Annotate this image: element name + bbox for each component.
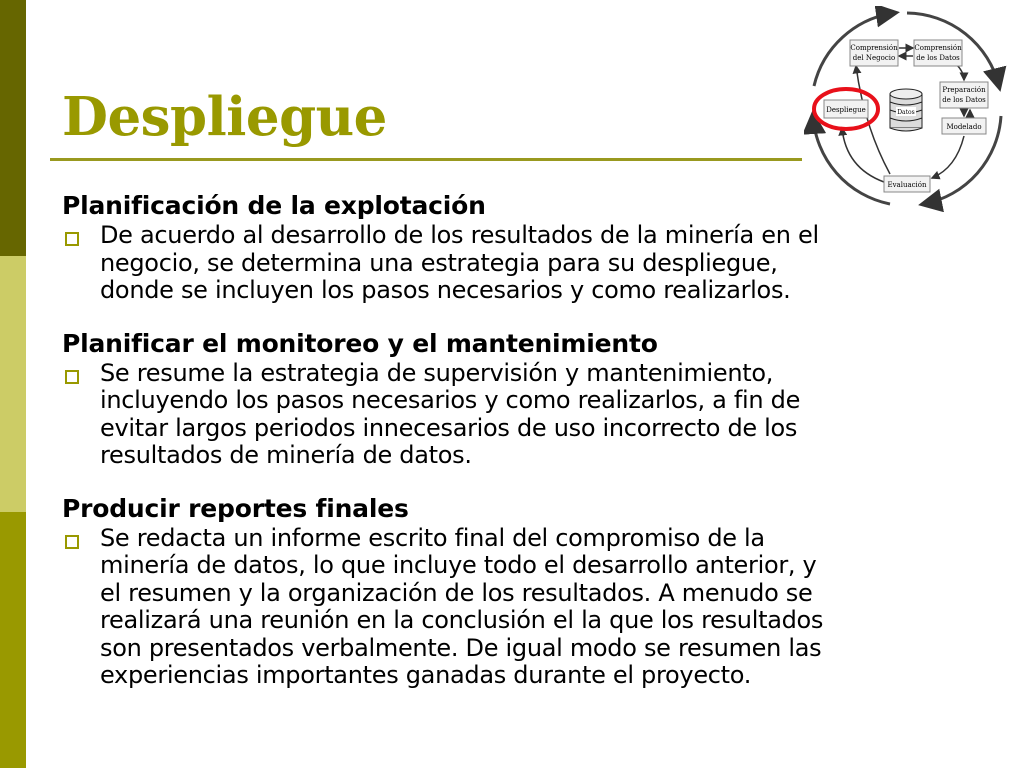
bullet-item [62,222,1002,305]
box-despliegue [824,100,868,118]
bullet-line: Se redacta un informe escrito final del compromiso de la [100,523,765,552]
bullet-line: realizará una reunión en la conclusión el la que los resultados [100,606,824,634]
square-bullet-icon [65,232,79,246]
bullet-line: incluyendo los pasos necesarios y como realizarlos, a fin de [100,386,801,414]
section-heading: Planificar el monitoreo y el mantenimiento [62,328,658,358]
bullet-line: son presentados verbalmente. De igual modo se resumen las [100,633,822,662]
bullet-line: evitar largos periodos innecesarios de uso incorrecto de los [100,413,798,442]
box-comprension-negocio [850,40,898,66]
section-monitoreo-mantenimiento [62,328,1002,470]
label-comprension-negocio-2: del Negocio [852,54,896,62]
bullet-text [100,360,1002,470]
label-despliegue: Despliegue [826,106,866,114]
label-comprension-datos-2: de los Datos [916,54,960,62]
label-comprension-negocio-1: Comprensión [850,44,898,52]
label-comprension-datos-1: Comprensión [914,44,962,52]
bullet-line: el resumen y la organización de los resultados. A menudo se [100,578,813,607]
label-preparacion-datos-2: de los Datos [942,96,986,104]
database-cylinder-icon [890,89,922,131]
box-modelado [942,118,986,134]
crisp-dm-cycle-diagram [804,6,1010,212]
section-reportes-finales [62,493,1002,690]
bullet-text [100,222,1002,305]
bullet-line: experiencias importantes ganadas durante el proyecto. [100,661,752,689]
bullet-line: De acuerdo al desarrollo de los resultados de la minería en el [100,221,819,249]
bullet-text [100,525,1002,690]
square-bullet-icon [65,535,79,549]
section-heading: Planificación de la explotación [62,191,486,220]
title-underline [50,158,802,161]
side-decoration-bar [0,0,26,768]
label-evaluacion: Evaluación [887,181,927,189]
box-comprension-datos [914,40,962,66]
section-heading: Producir reportes finales [62,493,409,523]
label-modelado: Modelado [946,123,982,131]
bullet-item [62,360,1002,470]
bullet-line: minería de datos, lo que incluye todo el desarrollo anterior, y [100,551,817,579]
label-preparacion-datos-1: Preparación [942,86,986,94]
box-preparacion-datos [940,82,988,108]
side-bar-dark-segment [0,0,26,256]
square-bullet-icon [65,370,79,384]
bullet-line: donde se incluyen los pasos necesarios y como realizarlos. [100,276,791,304]
label-datos: Datos [897,109,915,116]
bullet-line: negocio, se determina una estrategia para su despliegue, [100,248,778,277]
slide-title: Despliegue [62,86,387,148]
bullet-line: Se resume la estrategia de supervisión y mantenimiento, [100,358,774,387]
section-planificacion-explotacion [62,190,1002,305]
side-bar-mid-segment [0,512,26,768]
slide-content [62,190,1002,690]
bullet-line: resultados de minería de datos. [100,441,472,469]
side-bar-light-segment [0,256,26,512]
bullet-item [62,525,1002,690]
